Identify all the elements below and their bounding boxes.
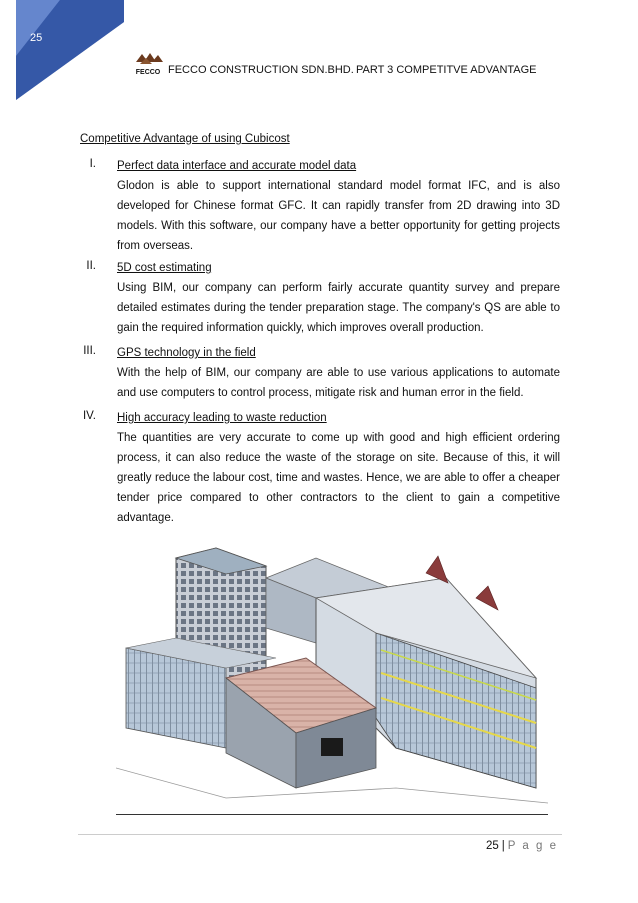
item-title: GPS technology in the field	[117, 347, 256, 359]
page-footer	[486, 840, 558, 852]
section-title: Competitive Advantage of using Cubicost	[80, 133, 290, 145]
item-text: With the help of BIM, our company are able to use various applications to automate and use computers to control process, mitigate risk and human error in the field.	[117, 367, 560, 399]
logo-text: FECCO	[135, 69, 161, 76]
item-title: 5D cost estimating	[117, 262, 212, 274]
item-text: Using BIM, our company can perform fairly accurate quantity survey and prepare detailed estimates during the tender preparation stage. The company's QS are able to gain the required information quickly, which improves overall production.	[117, 282, 560, 334]
item-text: The quantities are very accurate to come up with good and high efficient ordering process, it can also reduce the waste of the storage on site. Because of this, it will greatly reduce the labour cost, time and wastes. Hence, we are able to offer a cheaper tender price compared to other contractors to the client to gain a competitive advantage.	[117, 432, 560, 524]
footer-separator: |	[501, 840, 505, 852]
item-text: Glodon is able to support international standard model format IFC, and is also developed for Chinese format GFC. It can rapidly transfer from 2D drawing into 3D models. With this software, our company have a better opportunity for getting projects from overseas.	[117, 180, 560, 252]
figure-underline	[116, 814, 548, 815]
item-numeral: II.	[86, 260, 96, 272]
item-numeral: I.	[89, 158, 96, 170]
bim-building-model-image	[116, 538, 548, 818]
header-part: PART 3 COMPETITVE ADVANTAGE	[356, 64, 537, 76]
corner-decoration	[0, 0, 124, 100]
corner-page-number: 25	[30, 32, 43, 44]
footer-divider	[78, 834, 562, 835]
footer-page-word: P a g e	[507, 840, 558, 852]
header-company: FECCO CONSTRUCTION SDN.BHD.	[168, 64, 354, 76]
item-title: Perfect data interface and accurate model data	[117, 160, 357, 172]
item-numeral: III.	[83, 345, 96, 357]
item-numeral: IV.	[82, 410, 96, 422]
item-title: High accuracy leading to waste reduction	[117, 412, 327, 424]
company-logo	[132, 50, 164, 78]
footer-page-number: 25	[485, 840, 499, 852]
